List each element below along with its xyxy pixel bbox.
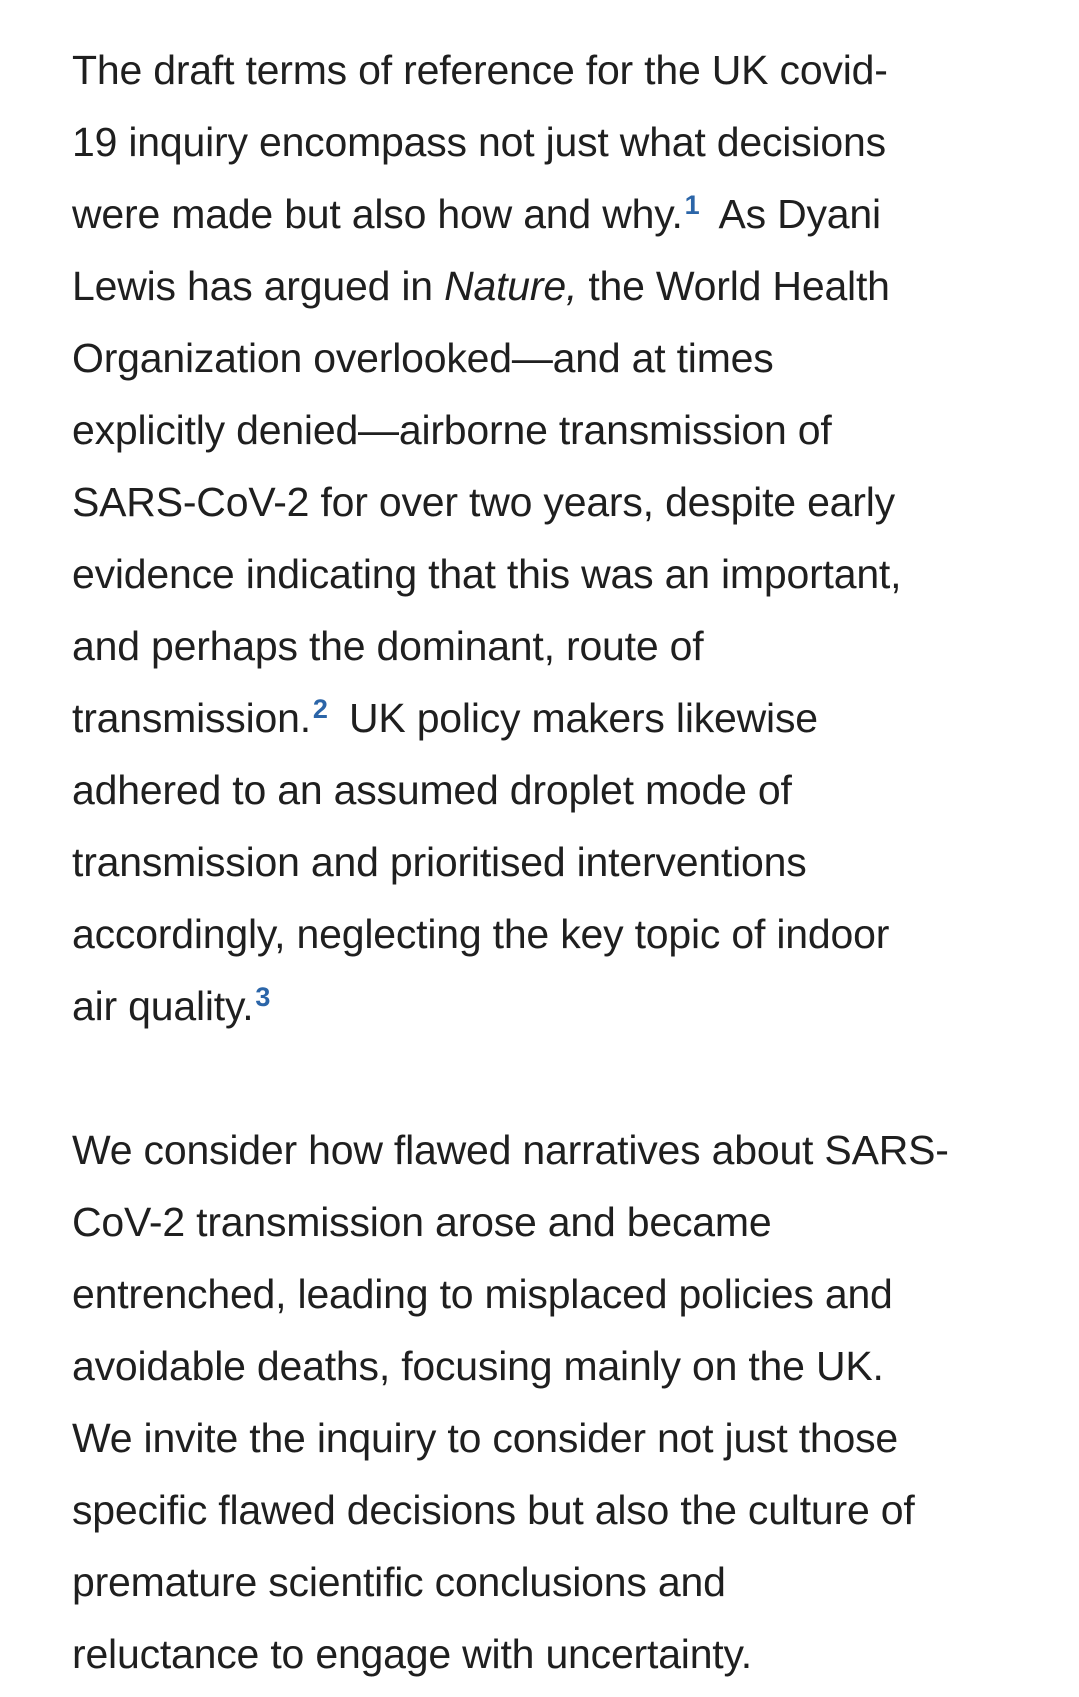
text-line: premature scientific conclusions and	[72, 1559, 726, 1605]
paragraph-intro	[72, 34, 1032, 1042]
text-line	[72, 682, 1032, 754]
text-line: We consider how flawed narratives about SARS-	[72, 1127, 949, 1173]
text-line: reluctance to engage with uncertainty.	[72, 1631, 752, 1677]
reference-link-1[interactable]: 1	[684, 190, 700, 220]
text-line: CoV-2 transmission arose and became	[72, 1199, 772, 1245]
article-body	[72, 34, 1032, 1690]
text-line: avoidable deaths, focusing mainly on the UK.	[72, 1343, 884, 1389]
text-segment: UK policy makers likewise	[348, 695, 818, 741]
text-line: transmission and prioritised interventions	[72, 839, 807, 885]
text-line: 19 inquiry encompass not just what decisions	[72, 119, 886, 165]
text-segment: the World Health	[577, 263, 890, 309]
text-line: entrenched, leading to misplaced policies and	[72, 1271, 893, 1317]
text-line: adhered to an assumed droplet mode of	[72, 767, 792, 813]
text-line: We invite the inquiry to consider not just those	[72, 1415, 899, 1461]
reference-link-2[interactable]: 2	[312, 694, 328, 724]
text-segment: air quality.	[72, 983, 254, 1029]
text-segment: Lewis has argued in	[72, 263, 445, 309]
journal-name: Nature,	[444, 263, 578, 309]
text-segment: were made but also how and why.	[72, 191, 683, 237]
text-segment: As Dyani	[718, 191, 881, 237]
text-line: specific flawed decisions but also the culture of	[72, 1487, 915, 1533]
text-line: Organization overlooked—and at times	[72, 335, 774, 381]
text-line: and perhaps the dominant, route of	[72, 623, 704, 669]
paragraph-purpose	[72, 1114, 1032, 1690]
text-line: explicitly denied—airborne transmission of	[72, 407, 832, 453]
text-segment: transmission.	[72, 695, 311, 741]
text-line	[72, 250, 1032, 322]
reference-link-3[interactable]: 3	[255, 982, 271, 1012]
text-line: SARS-CoV-2 for over two years, despite early	[72, 479, 895, 525]
text-line: accordingly, neglecting the key topic of indoor	[72, 911, 890, 957]
text-line	[72, 178, 1032, 250]
text-line: evidence indicating that this was an important,	[72, 551, 902, 597]
text-line	[72, 970, 1032, 1042]
text-line: The draft terms of reference for the UK covid-	[72, 47, 888, 93]
